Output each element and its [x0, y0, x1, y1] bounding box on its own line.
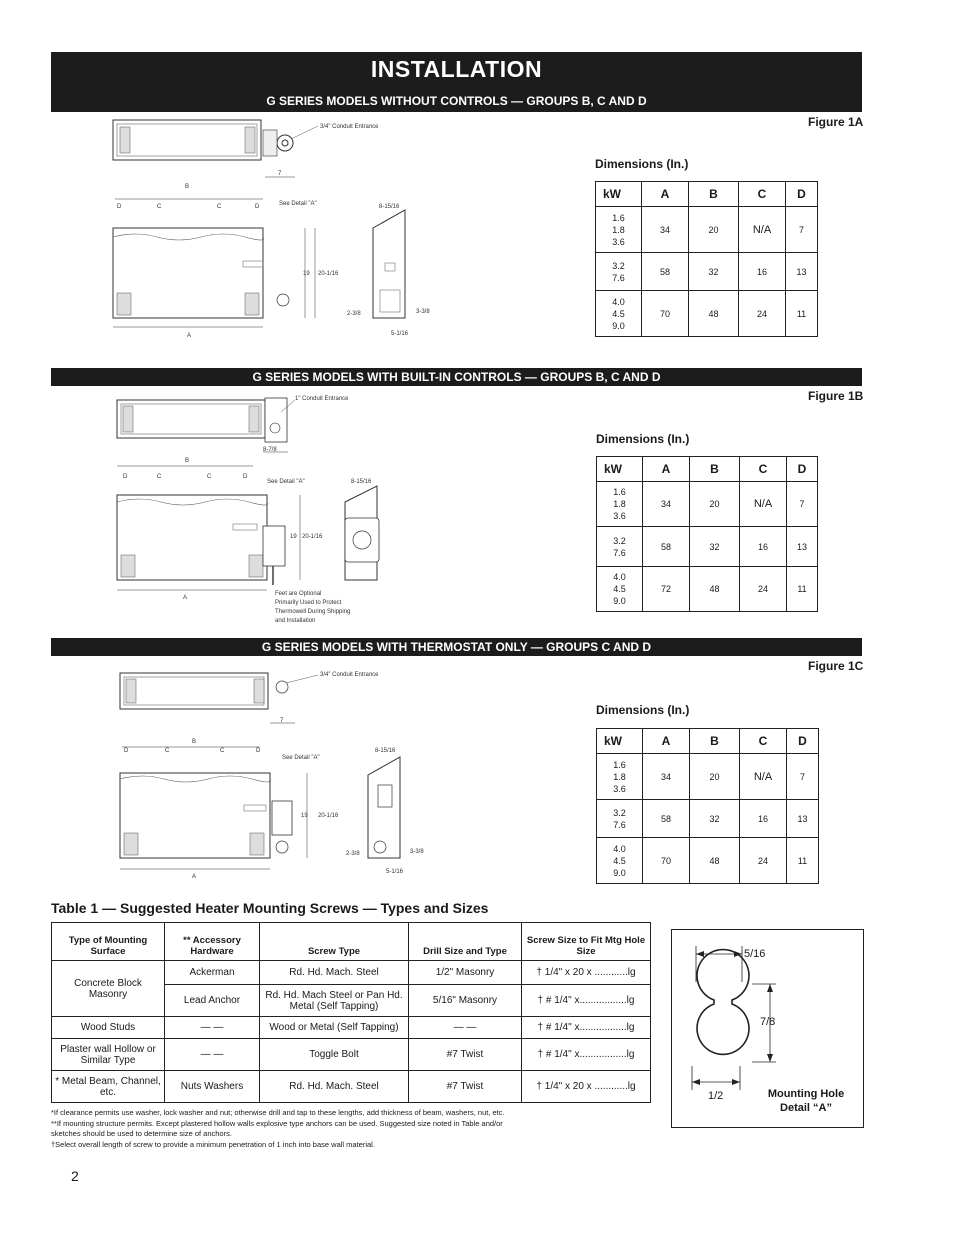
- col-kw: kW: [597, 457, 643, 482]
- label-a-1a: A: [187, 333, 192, 339]
- col-d: D: [787, 457, 818, 482]
- label-see-detail-1a: See Detail "A": [279, 201, 317, 207]
- label-d2-1c: D: [256, 748, 261, 754]
- label-c2-1b: C: [207, 474, 212, 480]
- table-row: 3.2 7.6 58 32 16 13: [597, 527, 818, 567]
- label-depth-1a: 8-15/16: [379, 204, 400, 210]
- col-d: D: [786, 182, 818, 207]
- section-header-1c: G SERIES MODELS WITH THERMOSTAT ONLY — GROUPS C AND D: [51, 638, 862, 656]
- drawing-figure-1c: [110, 665, 440, 885]
- table-row: 1.6 1.8 3.6 34 20 N/A 7: [597, 754, 819, 800]
- col-hardware: ** Accessory Hardware: [165, 923, 260, 961]
- figure-label-1a: Figure 1A: [808, 115, 864, 129]
- label-d1-1a: D: [117, 204, 122, 210]
- label-w1-1c: 2-3/8: [346, 851, 360, 857]
- table-row: Wood Studs — — Wood or Metal (Self Tapping) — — † # 1/4" x.................lg: [52, 1017, 651, 1039]
- col-kw: kW: [597, 729, 643, 754]
- col-a: A: [643, 729, 690, 754]
- dim-bottom-label: 1/2: [708, 1090, 724, 1102]
- table-row: 3.2 7.6 58 32 16 13: [597, 800, 819, 838]
- table-row: 4.0 4.5 9.0 72 48 24 11: [597, 567, 818, 612]
- label-h19-1c: 19: [301, 813, 308, 819]
- label-w1-1a: 2-3/8: [347, 311, 361, 317]
- label-feet-2: Primarily Used to Protect: [275, 600, 342, 606]
- label-see-detail-1b: See Detail "A": [267, 479, 305, 485]
- mounting-screws-table: [51, 922, 651, 1103]
- label-feet-4: and Installation: [275, 618, 316, 624]
- figure-label-1c: Figure 1C: [808, 659, 864, 673]
- col-drill: Drill Size and Type: [409, 923, 522, 961]
- label-w3-1c: 5-1/16: [386, 869, 404, 875]
- label-h20-1c: 20-1/16: [318, 813, 339, 819]
- dimensions-title-1b: Dimensions (In.): [596, 432, 690, 446]
- label-depth-1b: 8-15/16: [351, 479, 372, 485]
- col-b: B: [690, 457, 740, 482]
- dim-top-label: 5/16: [744, 948, 766, 960]
- col-b: B: [689, 182, 739, 207]
- table-row: 4.0 4.5 9.0 70 48 24 11: [596, 291, 818, 337]
- detail-caption-line2: Detail “A”: [780, 1102, 832, 1114]
- dimensions-table-1b: [596, 456, 818, 612]
- label-seven-1a: 7: [278, 171, 282, 177]
- col-b: B: [690, 729, 740, 754]
- detail-caption: [762, 1087, 850, 1115]
- label-b-1a: B: [185, 184, 190, 190]
- col-screw-size: Screw Size to Fit Mtg Hole Size: [522, 923, 651, 961]
- footnote-4: †Select overall length of screw to provide a minimum penetration of 1 inch into base wall material.: [51, 1139, 375, 1149]
- detail-caption-line1: Mounting Hole: [767, 1088, 845, 1100]
- col-c: C: [739, 182, 786, 207]
- label-a-1c: A: [192, 874, 197, 880]
- label-b-1c: B: [192, 739, 197, 745]
- table-row: 3.2 7.6 58 32 16 13: [596, 253, 818, 291]
- table1-title: Table 1 — Suggested Heater Mounting Screws — Types and Sizes: [51, 900, 489, 916]
- label-w3-1a: 5-1/16: [391, 331, 409, 337]
- label-conduit-1c: 3/4" Conduit Entrance: [320, 672, 379, 678]
- label-c2-1c: C: [220, 748, 225, 754]
- dimensions-table-1c: [596, 728, 819, 884]
- dimensions-title-1c: Dimensions (In.): [596, 703, 690, 717]
- label-h20-1b: 20-1/16: [302, 534, 323, 540]
- label-feet-3: Thermowell During Shipping: [275, 609, 351, 615]
- label-h19-1a: 19: [303, 271, 310, 277]
- col-d: D: [787, 729, 819, 754]
- label-depth-1c: 8-15/16: [375, 748, 396, 754]
- page-title: INSTALLATION: [370, 56, 543, 82]
- col-kw: kW: [596, 182, 642, 207]
- table-row: 4.0 4.5 9.0 70 48 24 11: [597, 838, 819, 884]
- label-d2-1a: D: [255, 204, 260, 210]
- mounting-hole-detail: [671, 929, 864, 1128]
- dim-side-label: 7/8: [760, 1016, 776, 1028]
- table-row: 1.6 1.8 3.6 34 20 N/A 7: [597, 482, 818, 527]
- label-seven-1b: 8-7/8: [263, 447, 277, 453]
- label-conduit-1b: 1" Conduit Entrance: [295, 396, 349, 402]
- label-c1-1a: C: [157, 204, 162, 210]
- page-number: 2: [71, 1168, 79, 1184]
- col-a: A: [643, 457, 690, 482]
- label-w2-1a: 3-3/8: [416, 309, 430, 315]
- label-d2-1b: D: [243, 474, 248, 480]
- col-c: C: [740, 729, 787, 754]
- label-c1-1b: C: [157, 474, 162, 480]
- section-header-1b: G SERIES MODELS WITH BUILT-IN CONTROLS — GROUPS B, C AND D: [51, 368, 862, 386]
- label-seven-1c: 7: [280, 718, 284, 724]
- table-row: Plaster wall Hollow or Similar Type — — Toggle Bolt #7 Twist † # 1/4" x.................lg: [52, 1039, 651, 1071]
- col-c: C: [740, 457, 787, 482]
- label-h19-1b: 19: [290, 534, 297, 540]
- label-feet-1: Feet are Optional: [275, 591, 322, 597]
- table-row: * Metal Beam, Channel, etc. Nuts Washers Rd. Hd. Mach. Steel #7 Twist † 1/4" x 20 x ............lg: [52, 1071, 651, 1103]
- table-row: Lead Anchor Rd. Hd. Mach Steel or Pan Hd. Metal (Self Tapping) 5/16" Masonry † # 1/4" x.................lg: [52, 985, 651, 1017]
- drawing-figure-1b: [105, 390, 405, 630]
- figure-label-1b: Figure 1B: [808, 389, 864, 403]
- label-conduit-1a: 3/4" Conduit Entrance: [320, 124, 379, 130]
- label-see-detail-1c: See Detail "A": [282, 755, 320, 761]
- label-c1-1c: C: [165, 748, 170, 754]
- table-row: 1.6 1.8 3.6 34 20 N/A 7: [596, 207, 818, 253]
- footnote-3: sketches should be used to determine size of anchors.: [51, 1129, 232, 1138]
- table-row: Concrete Block Masonry Ackerman Rd. Hd. Mach. Steel 1/2" Masonry † 1/4" x 20 x ............lg: [52, 961, 651, 985]
- label-a-1b: A: [183, 595, 188, 601]
- page-title-bar: [51, 52, 862, 112]
- footnotes: [51, 1108, 611, 1150]
- col-screw-type: Screw Type: [260, 923, 409, 961]
- col-surface: Type of Mounting Surface: [52, 923, 165, 961]
- label-w2-1c: 3-3/8: [410, 849, 424, 855]
- section-header-1a: G SERIES MODELS WITHOUT CONTROLS — GROUPS B, C AND D: [266, 94, 647, 108]
- label-h20-1a: 20-1/16: [318, 271, 339, 277]
- label-d1-1b: D: [123, 474, 128, 480]
- dimensions-title-1a: Dimensions (In.): [595, 157, 689, 171]
- label-c2-1a: C: [217, 204, 222, 210]
- col-a: A: [642, 182, 689, 207]
- drawing-figure-1a: [105, 115, 445, 345]
- label-d1-1c: D: [124, 748, 129, 754]
- footnote-2: **If mounting structure permits. Except plastered hollow walls explosive type anchors can be used. Suggested size noted in Table and/or: [51, 1118, 503, 1128]
- dimensions-table-1a: [595, 181, 818, 337]
- footnote-1: *If clearance permits use washer, lock washer and nut; otherwise drill and tap to these lengths, add thickness of beam, washers, nut, etc.: [51, 1108, 505, 1117]
- label-b-1b: B: [185, 458, 190, 464]
